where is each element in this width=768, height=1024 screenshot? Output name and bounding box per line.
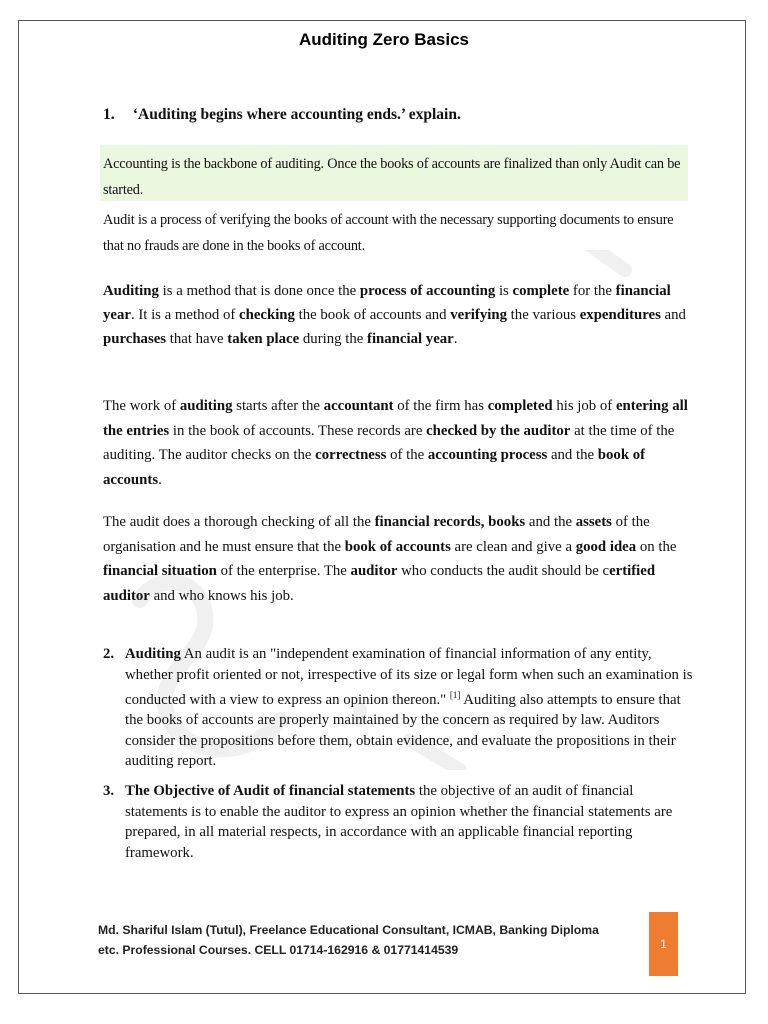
- text-run: who conducts the audit should be c: [397, 563, 610, 579]
- text-run: that have: [166, 331, 228, 347]
- bold-term: book of accounts: [344, 538, 451, 555]
- bold-term: accountant: [323, 398, 394, 414]
- paragraph-work-of-auditing: [103, 394, 693, 492]
- text-run: of the enterprise. The: [216, 563, 351, 579]
- bold-term: book of accounts: [103, 447, 646, 488]
- text-run: the various: [506, 307, 580, 323]
- bold-term: verifying: [450, 307, 507, 323]
- question-1-heading: [103, 106, 461, 124]
- list-item-3-number: 3.: [103, 783, 115, 799]
- list-item-3-lead: The Objective of Audit of financial statements: [125, 783, 416, 799]
- text-run: The audit does a thorough checking of all the: [103, 514, 375, 530]
- bold-term: financial year: [103, 283, 671, 323]
- question-1-number: 1.: [103, 106, 115, 123]
- bold-term: taken place: [227, 331, 300, 347]
- bold-term: accounting process: [427, 447, 548, 463]
- bold-term: checked by the auditor: [426, 422, 571, 439]
- list-item-3-text: the objective of an audit of financial statements is to enable the auditor to express an opinion whether the financial statements are prepared, in all material respects, in accordance with an applicable financial reporting framework.: [125, 783, 673, 861]
- text-run: of the organisation and he must ensure that the: [103, 514, 650, 555]
- text-run: and: [660, 307, 686, 323]
- bold-term: good idea: [575, 538, 637, 555]
- text-run: for the: [569, 283, 616, 299]
- list-item-3: [103, 781, 693, 863]
- text-run: of the: [386, 447, 428, 463]
- paragraph-auditing-method: [103, 279, 693, 351]
- text-run: . It is a method of: [130, 307, 240, 323]
- bold-term: auditor: [350, 563, 398, 579]
- text-run: starts after the: [232, 398, 324, 414]
- bold-term: Auditing: [103, 283, 159, 299]
- bold-term: assets: [575, 514, 612, 530]
- text-run: during the: [299, 331, 368, 347]
- text-run: his job of: [552, 398, 616, 414]
- text-run: in the book of accounts. These records are: [169, 422, 427, 439]
- bold-term: financial records, books: [374, 514, 526, 530]
- text-run: is a method that is done once the: [158, 283, 360, 299]
- text-run: on the: [636, 538, 677, 555]
- text-run: and the: [525, 514, 576, 530]
- text-run: .: [158, 471, 162, 488]
- bold-term: process of accounting: [359, 283, 496, 299]
- bold-term: auditing: [179, 398, 233, 414]
- paragraph-audit-process: Audit is a process of verifying the books of account with the necessary supporting documents to ensure that no frauds are done in the books of account.: [103, 212, 674, 254]
- question-1-text: ‘Auditing begins where accounting ends.’ explain.: [132, 106, 461, 123]
- bold-term: financial year: [367, 331, 454, 347]
- bold-term: financial situation: [103, 563, 217, 579]
- bold-term: checking: [239, 307, 295, 323]
- text-run: at the time of the auditing. The auditor checks on the: [103, 422, 675, 463]
- text-run: of the firm has: [393, 398, 488, 414]
- bold-term: correctness: [315, 447, 387, 463]
- bold-term: completed: [487, 398, 553, 414]
- text-run: and who knows his job.: [149, 587, 294, 604]
- list-item-2-text: An audit is an "independent examination of financial information of any entity, whether profit oriented or not, irrespective of its size or legal form when such an examination is conducted with a view to express an opinion thereon.": [125, 646, 693, 708]
- bold-term: expenditures: [579, 307, 661, 323]
- bold-term: complete: [512, 283, 570, 299]
- list-item-2: [103, 644, 693, 772]
- bold-term: ertified auditor: [103, 563, 656, 604]
- footer: [98, 920, 638, 960]
- text-run: and the: [547, 447, 598, 463]
- text-run: The work of: [103, 398, 180, 414]
- text-run: the book of accounts and: [294, 307, 451, 323]
- highlighted-paragraph: Accounting is the backbone of auditing. Once the books of accounts are finalized than only Audit can be started.: [103, 156, 681, 198]
- text-run: are clean and give a: [450, 538, 576, 555]
- list-item-2-lead: Auditing: [125, 646, 181, 662]
- bold-term: entering all the entries: [103, 398, 688, 439]
- document-title: Auditing Zero Basics: [298, 30, 470, 49]
- footer-line-2: etc. Professional Courses. CELL 01714-162916 & 01771414539: [98, 943, 459, 957]
- bold-term: purchases: [103, 331, 167, 347]
- text-run: .: [453, 331, 458, 347]
- page-number-badge: 1: [649, 912, 678, 976]
- footer-line-1: Md. Shariful Islam (Tutul), Freelance Educational Consultant, ICMAB, Banking Diploma: [98, 923, 599, 937]
- paragraph-thorough-checking: [103, 510, 693, 608]
- footnote-reference[interactable]: [1]: [449, 690, 461, 700]
- text-run: is: [495, 283, 513, 299]
- list-item-2-text-cont: Auditing also attempts to ensure that the books of accounts are properly maintained by the concern as required by law. Auditors consider the propositions before them, obtain evidence, and evaluate the propositions in their auditing report.: [125, 691, 681, 770]
- list-item-2-number: 2.: [103, 646, 115, 662]
